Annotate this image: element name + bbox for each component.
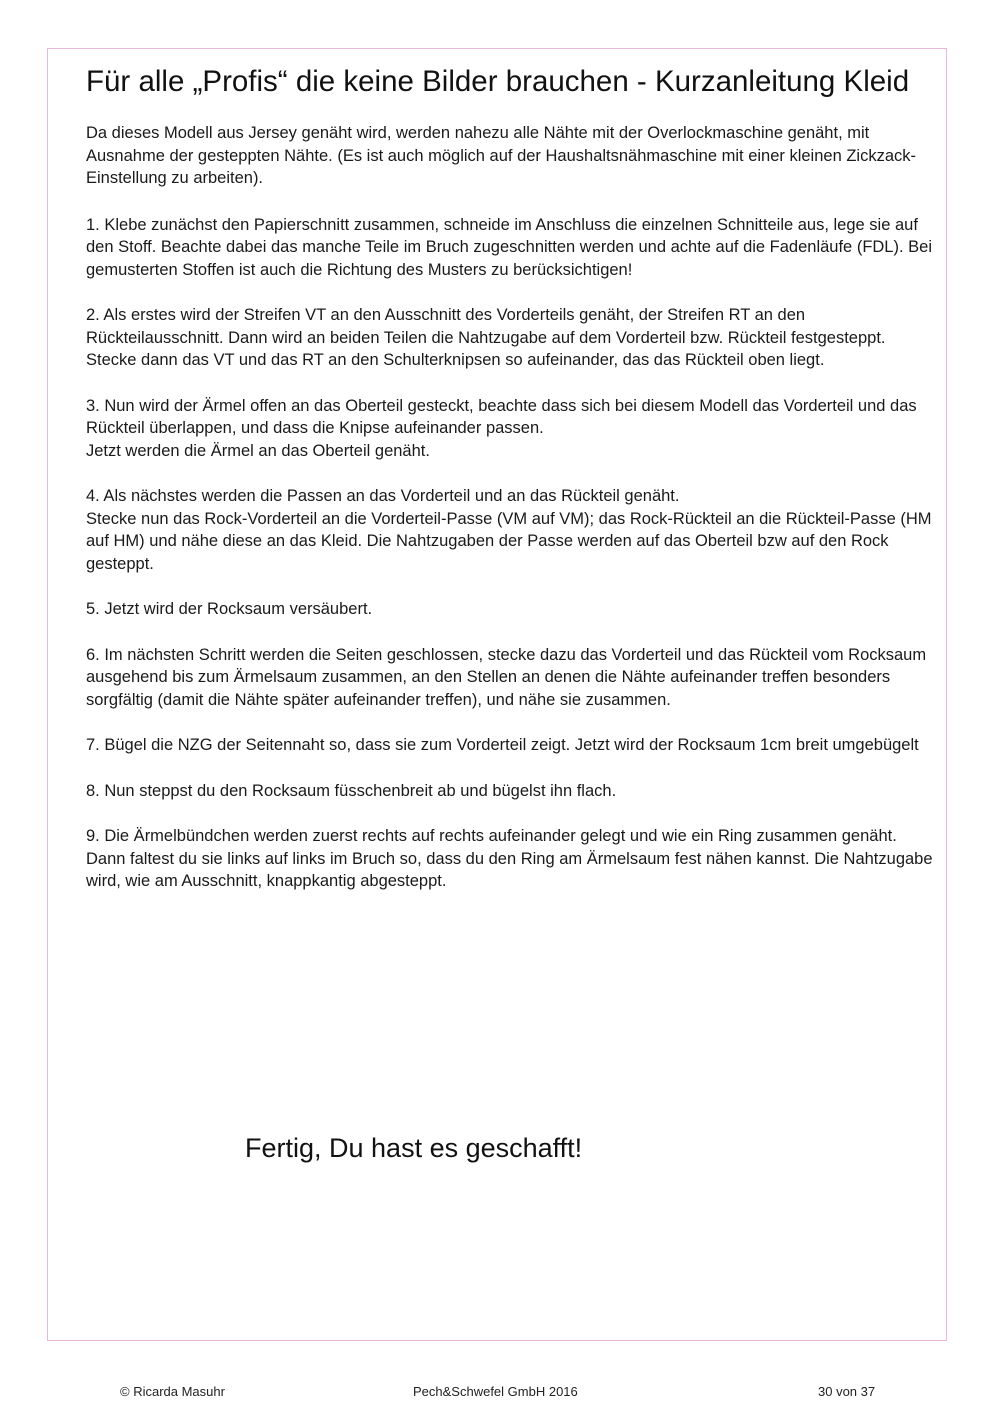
step-text: 8. Nun steppst du den Rocksaum füsschenbreit ab und bügelst ihn flach. bbox=[86, 781, 617, 800]
instruction-step bbox=[86, 214, 936, 282]
instruction-step bbox=[86, 395, 936, 463]
step-text: 2. Als erstes wird der Streifen VT an den Ausschnitt des Vorderteils genäht, der Streifen RT an den Rückteilausschnitt. Dann wird an beiden Teilen die Nahtzugabe auf dem Vorderteil bzw. Rückteil festgesteppt. Stecke dann das VT und das RT an den Schulterknipsen so aufeinander, das das Rückteil oben liegt. bbox=[86, 306, 886, 369]
instruction-step bbox=[86, 598, 936, 621]
step-text: Jetzt werden die Ärmel an das Oberteil genäht. bbox=[86, 441, 430, 460]
instruction-step bbox=[86, 734, 936, 757]
instruction-step bbox=[86, 644, 936, 712]
instruction-steps bbox=[86, 214, 936, 893]
step-text: 5. Jetzt wird der Rocksaum versäubert. bbox=[86, 600, 373, 618]
closing-message: Fertig, Du hast es geschafft! bbox=[245, 1133, 583, 1163]
step-text: 4. Als nächstes werden die Passen an das Vorderteil und an das Rückteil genäht. bbox=[86, 487, 680, 505]
page-content bbox=[86, 64, 936, 916]
step-text: 3. Nun wird der Ärmel offen an das Oberteil gesteckt, beachte dass sich bei diesem Modell das Vorderteil und das Rückteil überlappen, und dass die Knipse aufeinander passen. bbox=[86, 396, 917, 437]
instruction-step bbox=[86, 825, 936, 893]
step-text: 7. Bügel die NZG der Seitennaht so, dass sie zum Vorderteil zeigt. Jetzt wird der Rocksaum 1cm breit umgebügelt bbox=[86, 736, 919, 754]
page-title: Für alle „Profis“ die keine Bilder brauchen - Kurzanleitung Kleid bbox=[86, 65, 910, 98]
footer-company: Pech&Schwefel GmbH 2016 bbox=[413, 1384, 578, 1399]
step-text: 1. Klebe zunächst den Papierschnitt zusammen, schneide im Anschluss die einzelnen Schnitteile aus, lege sie auf den Stoff. Beachte dabei das manche Teile im Bruch zugeschnitten werden und achte auf die Fadenläufe (FDL). Bei gemusterten Stoffen ist auch die Richtung des Musters zu berücksichtigen! bbox=[86, 215, 932, 279]
footer-author: © Ricarda Masuhr bbox=[120, 1384, 225, 1399]
step-text: 9. Die Ärmelbündchen werden zuerst rechts auf rechts aufeinander gelegt und wie ein Ring zusammen genäht. Dann faltest du sie links auf links im Bruch so, dass du den Ring am Ärmelsaum fest nähen kannst. Die Nahtzugabe wird, wie am Ausschnitt, knappkantig abgesteppt. bbox=[86, 827, 933, 890]
instruction-step bbox=[86, 485, 936, 575]
instruction-step bbox=[86, 780, 936, 803]
instruction-step bbox=[86, 304, 936, 372]
step-text: Stecke nun das Rock-Vorderteil an die Vorderteil-Passe (VM auf VM); das Rock-Rückteil an die Rückteil-Passe (HM auf HM) und nähe diese an das Kleid. Die Nahtzugaben der Passe werden auf das Oberteil bzw auf den Rock gesteppt. bbox=[86, 509, 932, 573]
step-text: 6. Im nächsten Schritt werden die Seiten geschlossen, stecke dazu das Vorderteil und das Rückteil vom Rocksaum ausgehend bis zum Ärmelsaum zusammen, an den Stellen an denen die Nähte aufeinander treffen besonders sorgfältig (damit die Nähte später aufeinander treffen), und nähe sie zusammen. bbox=[86, 645, 927, 709]
intro-paragraph: Da dieses Modell aus Jersey genäht wird, werden nahezu alle Nähte mit der Overlockmaschine genäht, mit Ausnahme der gesteppten Nähte. (Es ist auch möglich auf der Haushaltsnähmaschine mit einer kleinen Zickzack- Einstellung zu arbeiten). bbox=[86, 124, 917, 187]
footer-page-number: 30 von 37 bbox=[818, 1384, 876, 1399]
